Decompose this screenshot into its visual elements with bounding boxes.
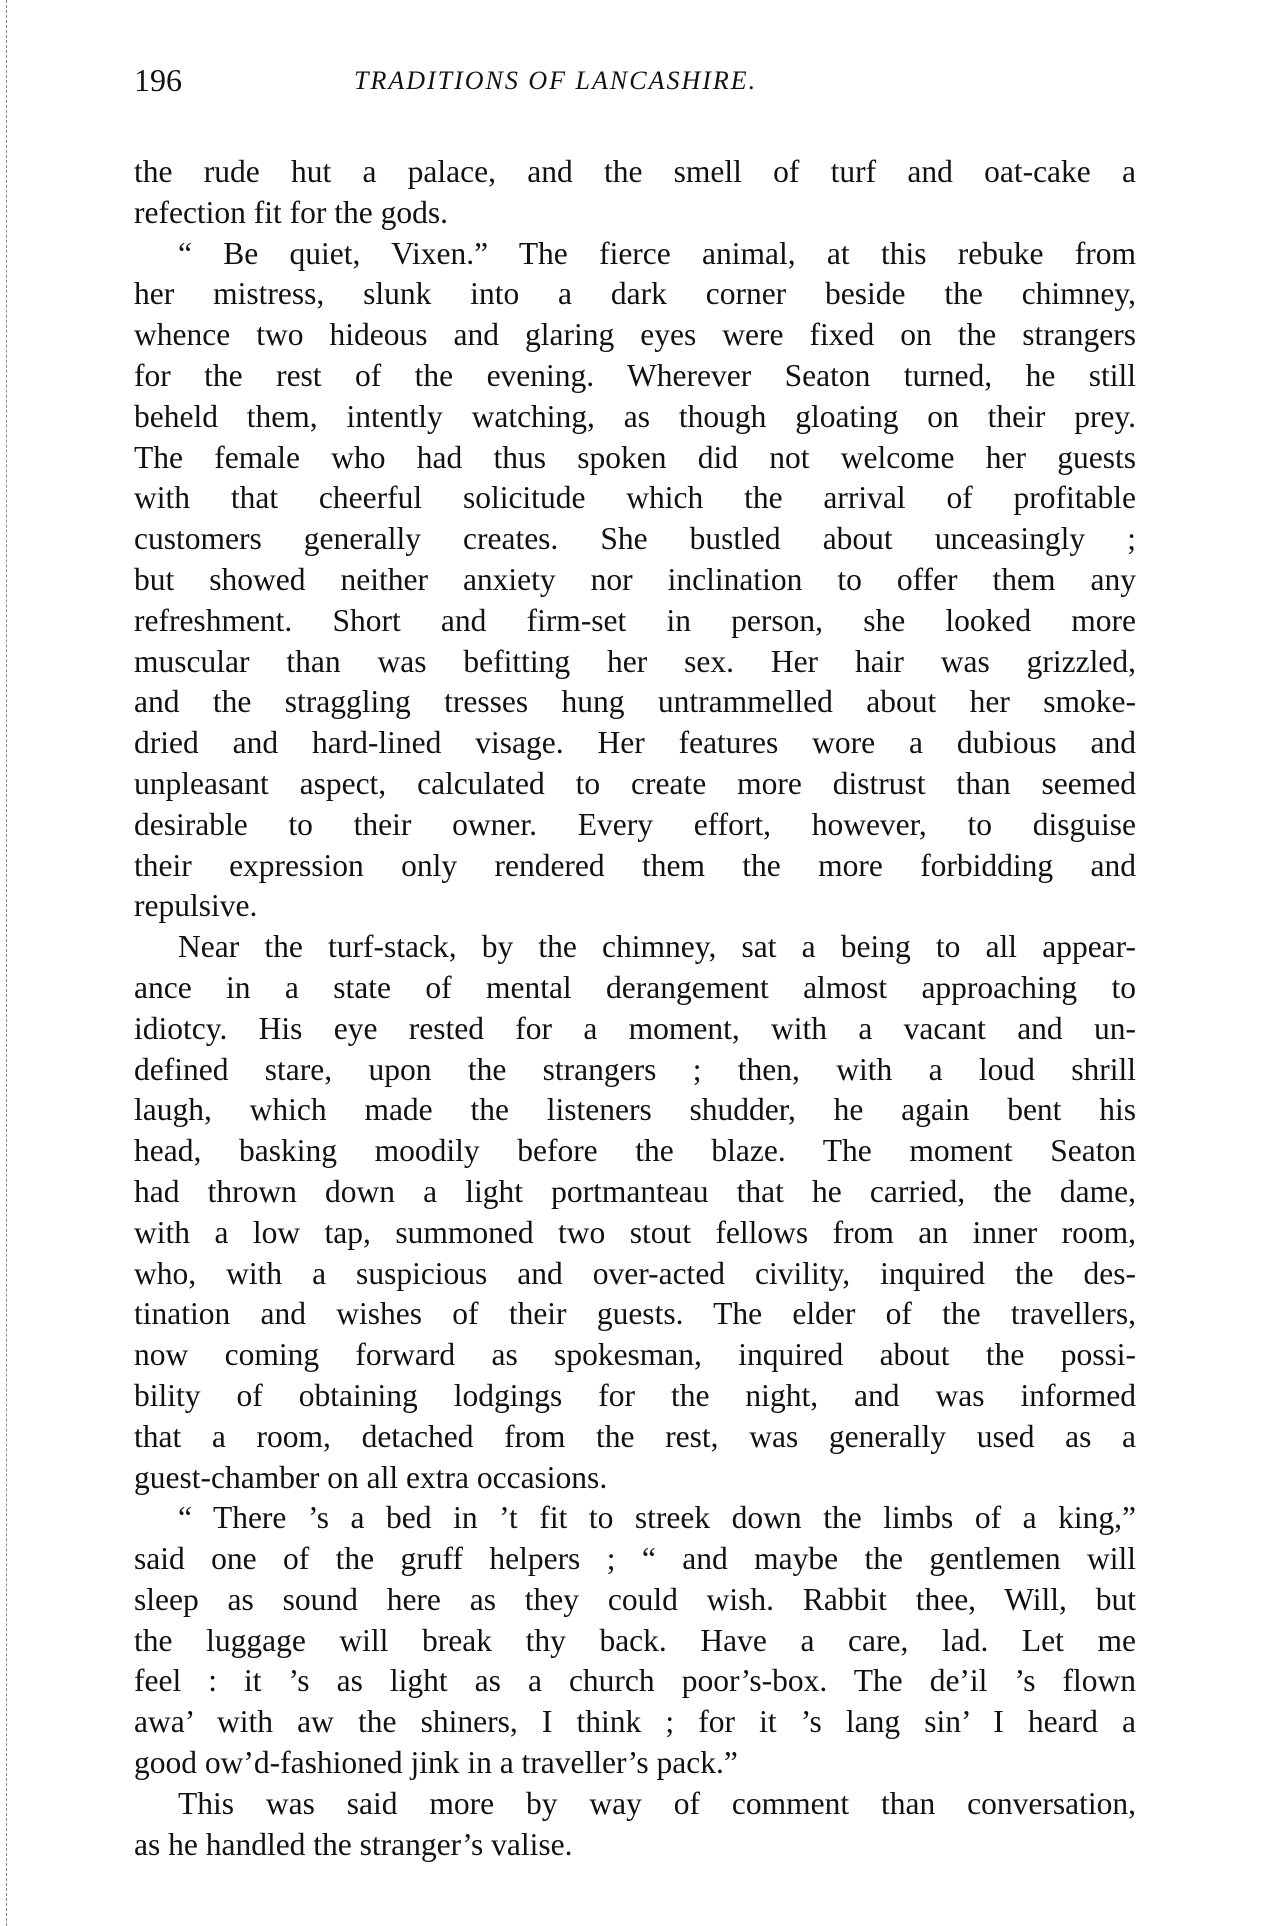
text-line: “ There ’s a bed in ’t fit to streek down the limbs of a king,” (178, 1500, 1136, 1536)
text-line: customers generally creates. She bustled about unceasingly ; (134, 521, 1136, 557)
text-line: said one of the gruff helpers ; “ and maybe the gentlemen will (134, 1541, 1136, 1577)
text-line: defined stare, upon the strangers ; then, with a loud shrill (134, 1051, 1136, 1087)
text-line: idiotcy. His eye rested for a moment, with a vacant and un- (134, 1010, 1136, 1046)
text-line: ance in a state of mental derangement almost approaching to (134, 969, 1136, 1005)
text-line: with that cheerful solicitude which the arrival of profitable (134, 480, 1136, 516)
text-line: dried and hard-lined visage. Her features wore a dubious and (134, 725, 1136, 761)
text-line: that a room, detached from the rest, was generally used as a (134, 1418, 1136, 1454)
page-edge (6, 0, 7, 1926)
text-line: tination and wishes of their guests. The elder of the travellers, (134, 1296, 1136, 1332)
page-body (134, 152, 1136, 1865)
text-line: laugh, which made the listeners shudder, he again bent his (134, 1092, 1136, 1128)
text-line: beheld them, intently watching, as though gloating on their prey. (134, 398, 1136, 434)
text-line: with a low tap, summoned two stout fellows from an inner room, (134, 1214, 1136, 1250)
text-line: refection fit for the gods. (134, 194, 449, 230)
text-line: now coming forward as spokesman, inquired about the possi- (134, 1337, 1136, 1373)
text-line: unpleasant aspect, calculated to create more distrust than seemed (134, 765, 1136, 801)
text-line: desirable to their owner. Every effort, however, to disguise (134, 806, 1136, 842)
text-line: awa’ with aw the shiners, I think ; for it ’s lang sin’ I heard a (134, 1704, 1136, 1740)
text-line: guest-chamber on all extra occasions. (134, 1459, 608, 1495)
page-number: 196 (134, 62, 182, 98)
text-line: This was said more by way of comment than conversation, (178, 1785, 1136, 1821)
text-line: but showed neither anxiety nor inclination to offer them any (134, 561, 1136, 597)
text-line: muscular than was befitting her sex. Her hair was grizzled, (134, 643, 1136, 679)
text-line: refreshment. Short and firm-set in person, she looked more (134, 602, 1136, 638)
text-line: had thrown down a light portmanteau that he carried, the dame, (134, 1173, 1136, 1209)
text-line: bility of obtaining lodgings for the night, and was informed (134, 1377, 1136, 1413)
text-line: who, with a suspicious and over-acted civility, inquired the des- (134, 1255, 1136, 1291)
text-line: her mistress, slunk into a dark corner beside the chimney, (134, 276, 1136, 312)
text-line: whence two hideous and glaring eyes were fixed on the strangers (134, 317, 1136, 353)
text-line: sleep as sound here as they could wish. Rabbit thee, Will, but (134, 1581, 1136, 1617)
text-line: as he handled the stranger’s valise. (134, 1826, 573, 1862)
text-line: head, basking moodily before the blaze. The moment Seaton (134, 1133, 1136, 1169)
text-line: The female who had thus spoken did not welcome her guests (134, 439, 1136, 475)
text-line: repulsive. (134, 888, 258, 924)
text-line: “ Be quiet, Vixen.” The fierce animal, at this rebuke from (178, 235, 1136, 271)
text-line: feel : it ’s as light as a church poor’s-box. The de’il ’s flown (134, 1663, 1136, 1699)
running-title: TRADITIONS OF LANCASHIRE. (354, 66, 758, 95)
text-line: the rude hut a palace, and the smell of turf and oat-cake a (134, 154, 1136, 189)
text-line: and the straggling tresses hung untrammelled about her smoke- (134, 684, 1136, 720)
text-line: their expression only rendered them the more forbidding and (134, 847, 1136, 883)
text-line: good ow’d-fashioned jink in a traveller’s pack.” (134, 1745, 738, 1781)
text-line: the luggage will break thy back. Have a care, lad. Let me (134, 1622, 1136, 1658)
running-header (134, 62, 1136, 106)
text-line: for the rest of the evening. Wherever Seaton turned, he still (134, 357, 1136, 393)
text-line: Near the turf-stack, by the chimney, sat a being to all appear- (178, 929, 1136, 965)
